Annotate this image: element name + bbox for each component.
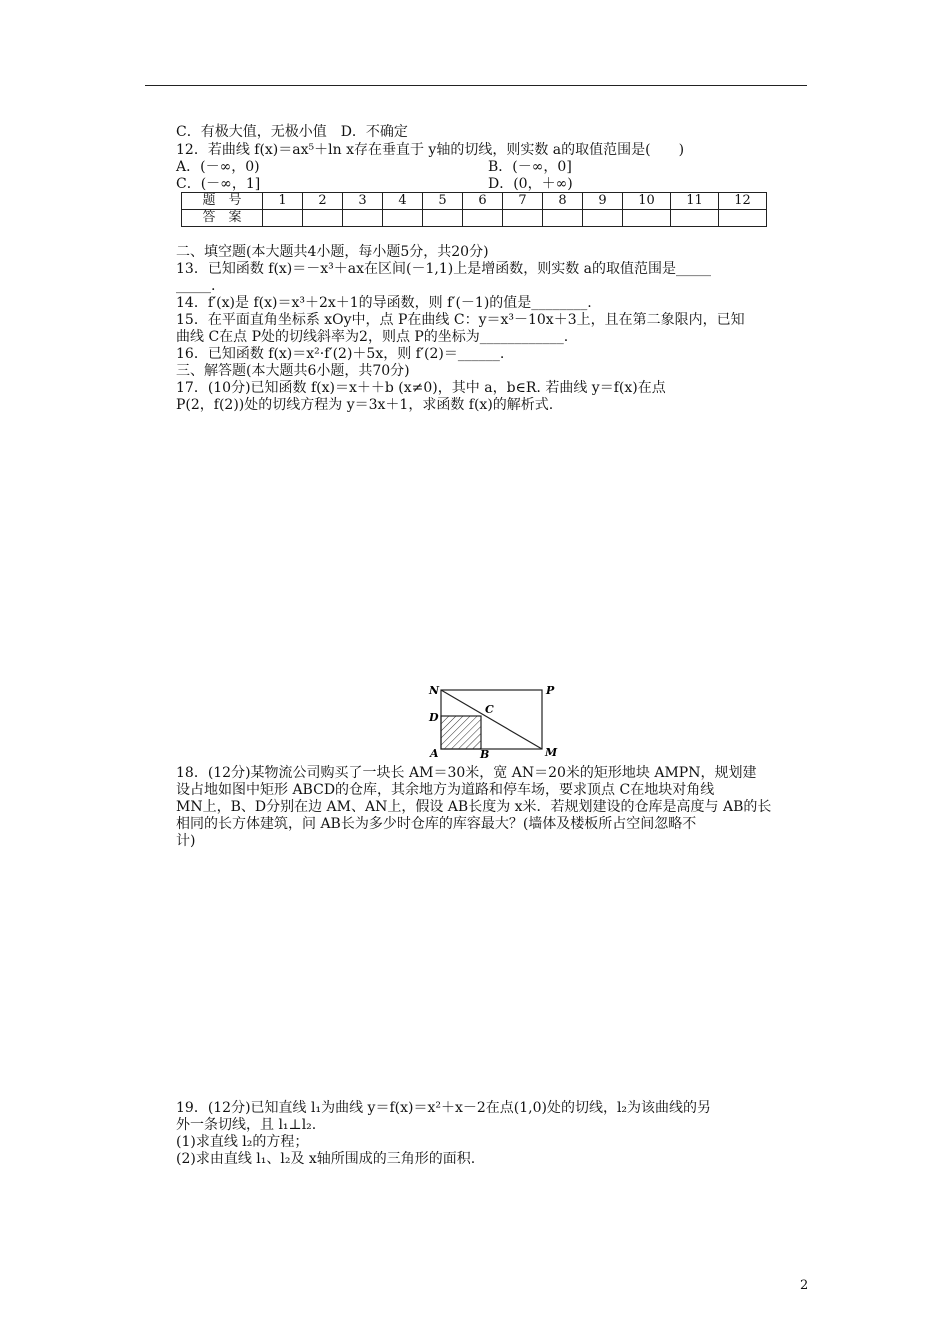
answer-table [181, 192, 767, 227]
q12-stem: 12．若曲线 f(x)＝ax⁵＋ln x存在垂直于 y轴的切线，则实数 a的取值范围是( ) [176, 142, 685, 158]
q17-line1: 17．(10分)已知函数 f(x)＝x＋＋b (x≠0)，其中 a，b∈R. 若曲线 y＝f(x)在点 [176, 380, 666, 396]
table-cell: 5 [423, 193, 463, 210]
warehouse-figure [425, 683, 565, 759]
q19-line2: 外一条切线，且 l₁⊥l₂. [176, 1117, 317, 1133]
q19-line1: 19．(12分)已知直线 l₁为曲线 y＝f(x)＝x²＋x－2在点(1,0)处的切线，l₂为该曲线的另 [176, 1100, 712, 1116]
answer-blank[interactable] [263, 210, 303, 227]
table-cell: 11 [671, 193, 719, 210]
section3-heading: 三、解答题(本大题共6小题，共70分) [176, 363, 410, 379]
answer-blank[interactable] [671, 210, 719, 227]
label-p: P [546, 684, 555, 697]
table-cell: 3 [343, 193, 383, 210]
answer-table-row-answers [182, 210, 767, 227]
table-cell: 1 [263, 193, 303, 210]
section2-heading: 二、填空题(本大题共4小题，每小题5分，共20分) [176, 244, 489, 260]
q12-option-d: D．(0，＋∞) [488, 176, 573, 192]
q16: 16．已知函数 f(x)＝x²·f′(2)＋5x，则 f′(2)＝______. [176, 346, 505, 362]
answer-blank[interactable] [719, 210, 767, 227]
q12-option-a: A．(－∞，0) [176, 159, 260, 175]
answer-blank[interactable] [383, 210, 423, 227]
q14: 14．f′(x)是 f(x)＝x³＋2x＋1的导函数，则 f′(－1)的值是________. [176, 295, 592, 311]
label-m: M [545, 746, 558, 759]
header-rule [145, 85, 807, 86]
answer-blank[interactable] [543, 210, 583, 227]
page-number: 2 [800, 1278, 809, 1293]
answer-blank[interactable] [503, 210, 543, 227]
table-label-number: 题 号 [182, 193, 263, 210]
table-cell: 8 [543, 193, 583, 210]
q12-option-c: C．(－∞，1] [176, 176, 261, 192]
label-a: A [430, 747, 439, 759]
q13-line1: 13．已知函数 f(x)＝－x³＋ax在区间(－1,1)上是增函数，则实数 a的取值范围是_____ [176, 261, 711, 277]
answer-table-row-numbers [182, 193, 767, 210]
table-label-answer: 答 案 [182, 210, 263, 227]
table-cell: 2 [303, 193, 343, 210]
q18-line4: 相同的长方体建筑，问 AB长为多少时仓库的库容最大？(墙体及楼板所占空间忽略不 [176, 816, 697, 832]
label-c: C [485, 703, 494, 716]
answer-blank[interactable] [463, 210, 503, 227]
table-cell: 4 [383, 193, 423, 210]
q18-line2: 设占地如图中矩形 ABCD的仓库，其余地方为道路和停车场，要求顶点 C在地块对角线 [176, 782, 715, 798]
q13-line2: _____. [176, 278, 216, 294]
q15-line2: 曲线 C在点 P处的切线斜率为2，则点 P的坐标为____________. [176, 329, 569, 345]
label-n: N [429, 684, 440, 697]
answer-blank[interactable] [583, 210, 623, 227]
table-cell: 9 [583, 193, 623, 210]
warehouse-rectangle-abcd [441, 716, 481, 749]
q15-line1: 15．在平面直角坐标系 xOy中，点 P在曲线 C：y＝x³－10x＋3上，且在第二象限内，已知 [176, 312, 745, 328]
label-b: B [480, 748, 490, 759]
q12-option-b: B．(－∞，0] [488, 159, 572, 175]
table-cell: 7 [503, 193, 543, 210]
answer-blank[interactable] [623, 210, 671, 227]
table-cell: 12 [719, 193, 767, 210]
q19-part2: (2)求由直线 l₁、l₂及 x轴所围成的三角形的面积. [176, 1151, 476, 1167]
table-cell: 6 [463, 193, 503, 210]
q18-line1: 18．(12分)某物流公司购买了一块长 AM＝30米，宽 AN＝20米的矩形地块 AMPN，规划建 [176, 765, 757, 781]
q11-options: C．有极大值，无极小值 D．不确定 [176, 124, 408, 140]
answer-blank[interactable] [303, 210, 343, 227]
q17-line2: P(2，f(2))处的切线方程为 y＝3x＋1，求函数 f(x)的解析式. [176, 397, 554, 413]
table-cell: 10 [623, 193, 671, 210]
q19-part1: (1)求直线 l₂的方程； [176, 1134, 309, 1150]
label-d: D [429, 711, 439, 724]
answer-blank[interactable] [343, 210, 383, 227]
q18-line5: 计) [176, 833, 196, 849]
answer-blank[interactable] [423, 210, 463, 227]
q18-line3: MN上，B、D分别在边 AM、AN上，假设 AB长度为 x米．若规划建设的仓库是高度与 AB的长 [176, 799, 772, 815]
